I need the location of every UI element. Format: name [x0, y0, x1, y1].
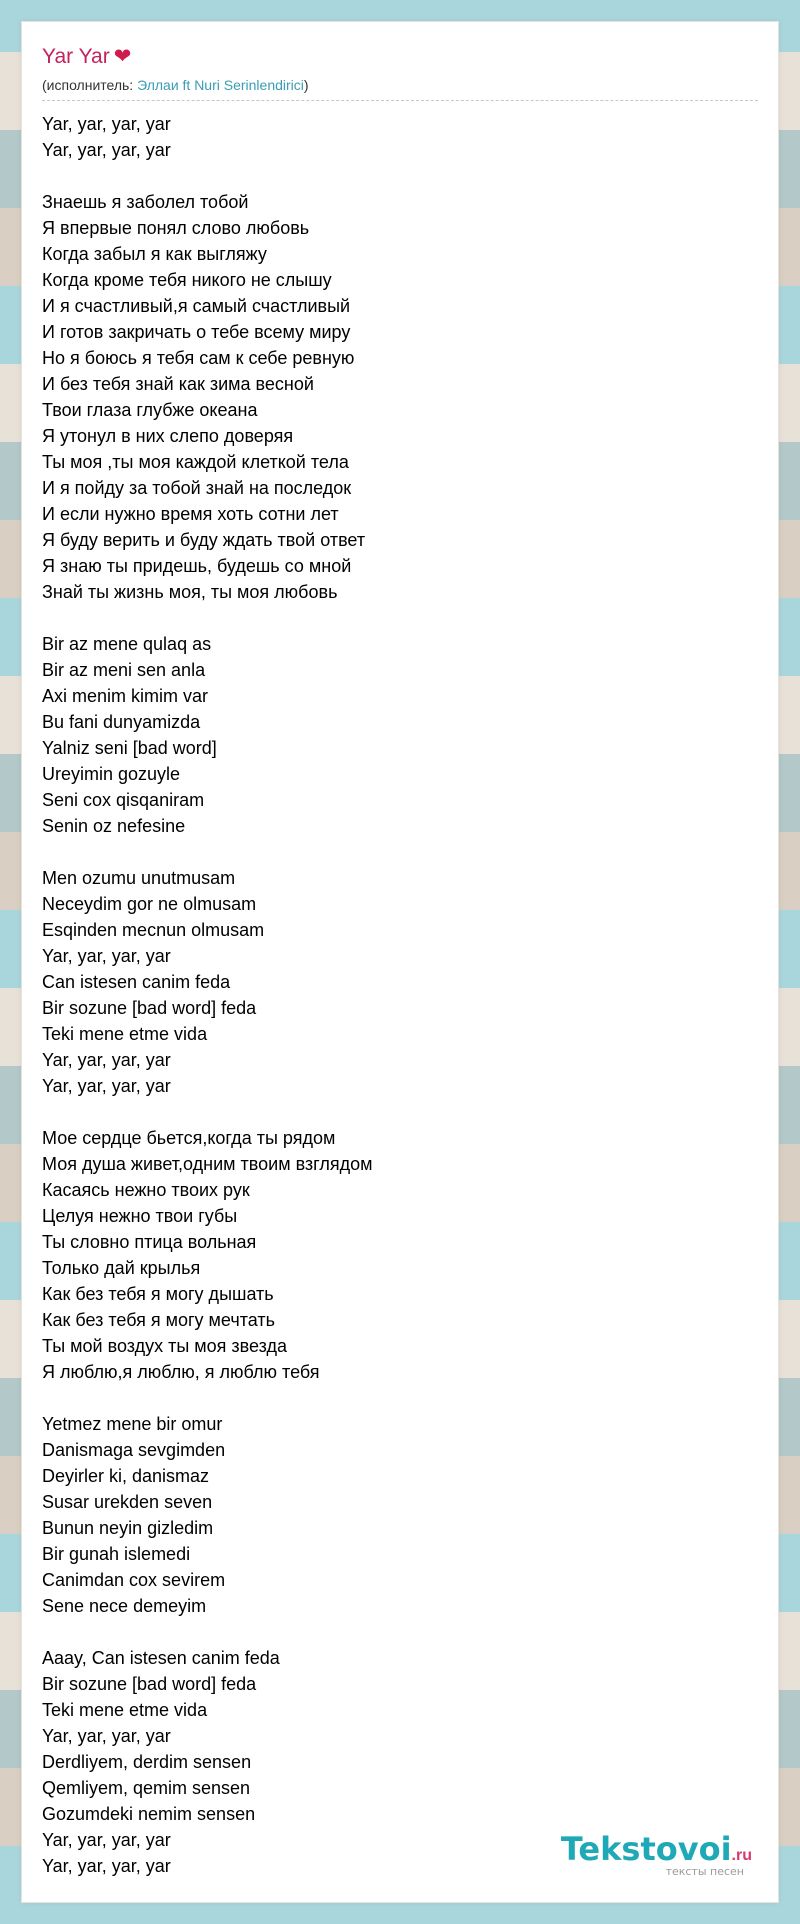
performer-line	[42, 76, 758, 101]
lyrics-card	[22, 22, 778, 1902]
lyric-line: Знаешь я заболел тобой	[42, 192, 249, 212]
lyric-line: Derdliyem, derdim sensen	[42, 1752, 252, 1772]
lyric-line: Yar, yar, yar, yar	[42, 1856, 171, 1876]
lyrics-body	[42, 111, 758, 1879]
lyric-line: Yar, yar, yar, yar	[42, 1076, 171, 1096]
lyric-line: Axi menim kimim var	[42, 686, 209, 706]
lyric-line: Когда кроме тебя никого не слышу	[42, 270, 332, 290]
lyric-line: Я впервые понял слово любовь	[42, 218, 310, 238]
lyric-line: Bu fani dunyamizda	[42, 712, 201, 732]
heart-icon: ❤	[113, 45, 132, 68]
lyric-line: Yetmez mene bir omur	[42, 1414, 223, 1434]
lyrics-stanza	[42, 865, 758, 1099]
lyric-line: Yar, yar, yar, yar	[42, 946, 171, 966]
lyric-line: Sene nece demeyim	[42, 1596, 207, 1616]
lyric-line: Bunun neyin gizledim	[42, 1518, 214, 1538]
lyric-line: Can istesen canim feda	[42, 972, 231, 992]
song-title	[42, 44, 758, 70]
lyric-line: Мое сердце бьется,когда ты рядом	[42, 1128, 336, 1148]
lyric-line: Yar, yar, yar, yar	[42, 1726, 171, 1746]
lyric-line: И если нужно время хоть сотни лет	[42, 504, 339, 524]
lyric-line: Yar, yar, yar, yar	[42, 140, 171, 160]
performer-link[interactable]: Эллаи ft Nuri Serinlendirici	[137, 77, 304, 93]
lyric-line: Твои глаза глубже океана	[42, 400, 258, 420]
lyrics-stanza	[42, 111, 758, 163]
lyric-line: Ты моя ,ты моя каждой клеткой тела	[42, 452, 349, 472]
lyric-line: Bir sozune [bad word] feda	[42, 1674, 257, 1694]
song-title-text: Yar Yar	[42, 45, 110, 68]
lyric-line: И готов закричать о тебе всему миру	[42, 322, 351, 342]
lyric-line: Я люблю,я люблю, я люблю тебя	[42, 1362, 320, 1382]
logo-tld: .ru	[731, 1847, 752, 1864]
lyric-line: Teki mene etme vida	[42, 1700, 208, 1720]
lyric-line: Ureyimin gozuyle	[42, 764, 181, 784]
lyric-line: Ты словно птица вольная	[42, 1232, 257, 1252]
logo-name: Tekstovoi	[560, 1830, 732, 1868]
lyric-line: Aaay, Can istesen canim feda	[42, 1648, 280, 1668]
lyric-line: Я знаю ты придешь, будешь со мной	[42, 556, 352, 576]
lyric-line: И я счастливый,я самый счастливый	[42, 296, 351, 316]
performer-suffix: )	[303, 77, 309, 93]
lyric-line: Целуя нежно твои губы	[42, 1206, 238, 1226]
lyric-line: Qemliyem, qemim sensen	[42, 1778, 251, 1798]
lyric-line: Esqinden mecnun olmusam	[42, 920, 265, 940]
lyric-line: Bir az mene qulaq as	[42, 634, 212, 654]
lyrics-stanza	[42, 1411, 758, 1619]
lyric-line: Yalniz seni [bad word]	[42, 738, 217, 758]
lyric-line: Но я боюсь я тебя сам к себе ревную	[42, 348, 355, 368]
lyric-line: Когда забыл я как выгляжу	[42, 244, 267, 264]
lyric-line: Senin oz nefesine	[42, 816, 186, 836]
lyric-line: И без тебя знай как зима весной	[42, 374, 314, 394]
lyric-line: И я пойду за тобой знай на последок	[42, 478, 352, 498]
lyric-line: Bir sozune [bad word] feda	[42, 998, 257, 1018]
site-logo[interactable]	[561, 1832, 752, 1878]
lyric-line: Yar, yar, yar, yar	[42, 1050, 171, 1070]
lyric-line: Susar urekden seven	[42, 1492, 213, 1512]
lyrics-stanza	[42, 631, 758, 839]
lyric-line: Bir gunah islemedi	[42, 1544, 191, 1564]
lyric-line: Знай ты жизнь моя, ты моя любовь	[42, 582, 338, 602]
lyric-line: Danismaga sevgimden	[42, 1440, 226, 1460]
lyric-line: Yar, yar, yar, yar	[42, 114, 171, 134]
logo-tagline: тексты песен	[665, 1865, 744, 1878]
lyric-line: Bir az meni sen anla	[42, 660, 206, 680]
lyrics-stanza	[42, 1125, 758, 1385]
lyric-line: Gozumdeki nemim sensen	[42, 1804, 256, 1824]
lyric-line: Deyirler ki, danismaz	[42, 1466, 210, 1486]
lyric-line: Касаясь нежно твоих рук	[42, 1180, 250, 1200]
lyric-line: Только дай крылья	[42, 1258, 201, 1278]
lyric-line: Как без тебя я могу дышать	[42, 1284, 274, 1304]
lyric-line: Как без тебя я могу мечтать	[42, 1310, 276, 1330]
lyric-line: Я утонул в них слепо доверяя	[42, 426, 294, 446]
lyric-line: Yar, yar, yar, yar	[42, 1830, 171, 1850]
lyric-line: Seni cox qisqaniram	[42, 790, 205, 810]
lyric-line: Neceydim gor ne olmusam	[42, 894, 257, 914]
lyric-line: Моя душа живет,одним твоим взглядом	[42, 1154, 373, 1174]
lyric-line: Ты мой воздух ты моя звезда	[42, 1336, 288, 1356]
lyric-line: Canimdan cox sevirem	[42, 1570, 226, 1590]
performer-prefix: (исполнитель:	[42, 77, 138, 93]
lyrics-stanza	[42, 189, 758, 605]
lyric-line: Я буду верить и буду ждать твой ответ	[42, 530, 366, 550]
lyric-line: Teki mene etme vida	[42, 1024, 208, 1044]
lyric-line: Men ozumu unutmusam	[42, 868, 236, 888]
